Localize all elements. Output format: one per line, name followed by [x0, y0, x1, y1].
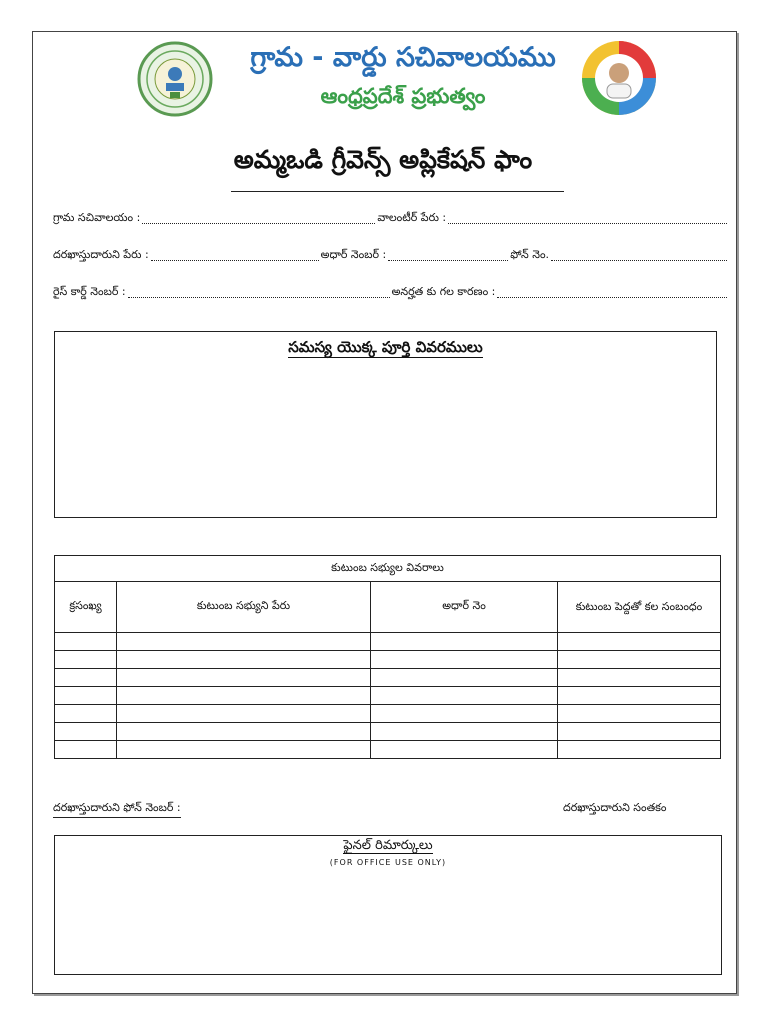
final-remarks-box[interactable]: [54, 835, 722, 975]
table-row: [55, 669, 721, 687]
table-row: [55, 687, 721, 705]
aadhar-number-field[interactable]: [388, 260, 508, 261]
form-title: అమ్మఒడి గ్రీవెన్స్ అప్లికేషన్ ఫాం: [233, 145, 533, 174]
problem-details-box[interactable]: [54, 331, 717, 518]
form-page: [32, 31, 737, 994]
phone-no-label: ఫోన్ నెం.: [510, 248, 550, 261]
col-relation: కుటుంబ పెద్దతో కల సంబంధం: [558, 582, 721, 633]
village-secretariat-field[interactable]: [142, 223, 375, 224]
col-member-name: కుటుంబ సభ్యుని పేరు: [117, 582, 371, 633]
col-serial: క్రసంఖ్య: [55, 582, 117, 633]
rice-card-label: రైస్ కార్డ్ నెంబర్ :: [53, 285, 126, 298]
applicant-phone-label: దరఖాస్తుదారుని ఫోన్ నెంబర్ :: [53, 801, 181, 818]
navaratnalu-photo-icon: [581, 40, 657, 116]
header-subtitle: ఆంధ్రప్రదేశ్ ప్రభుత్వం: [320, 84, 486, 108]
volunteer-name-label: వాలంటీర్ పేరు :: [377, 211, 447, 224]
village-secretariat-label: గ్రామ సచివాలయం :: [53, 211, 141, 224]
applicant-signature-label: దరఖాస్తుదారుని సంతకం: [563, 801, 667, 814]
state-emblem-icon: [137, 41, 213, 117]
applicant-name-label: దరఖాస్తుదారుని పేరు :: [53, 248, 149, 261]
applicant-name-field[interactable]: [151, 260, 319, 261]
row-ricecard: [53, 285, 729, 301]
rice-card-field[interactable]: [128, 297, 390, 298]
row-secretariat: [53, 211, 729, 227]
row-applicant: [53, 248, 729, 264]
table-row: [55, 705, 721, 723]
problem-details-heading: సమస్య యొక్క పూర్తి వివరములు: [288, 338, 483, 356]
phone-no-field[interactable]: [551, 260, 727, 261]
title-underline: [231, 191, 564, 192]
col-aadhar: అధార్ నెం: [371, 582, 558, 633]
office-use-note: (FOR OFFICE USE ONLY): [329, 858, 447, 867]
table-row: [55, 723, 721, 741]
family-members-table: [54, 555, 721, 759]
table-row: [55, 741, 721, 759]
ineligibility-reason-label: అనర్హత కు గల కారణం :: [391, 285, 496, 298]
table-row: [55, 651, 721, 669]
aadhar-number-label: అధార్ నెంబర్ :: [320, 248, 387, 261]
table-row: [55, 633, 721, 651]
volunteer-name-field[interactable]: [448, 223, 727, 224]
family-table-caption: కుటుంబ సభ్యుల వివరాలు: [55, 556, 721, 582]
header-title: గ్రామ - వార్డు సచివాలయము: [250, 42, 556, 73]
final-remarks-heading: ఫైనల్ రిమార్కులు: [343, 838, 433, 853]
ineligibility-reason-field[interactable]: [497, 297, 727, 298]
